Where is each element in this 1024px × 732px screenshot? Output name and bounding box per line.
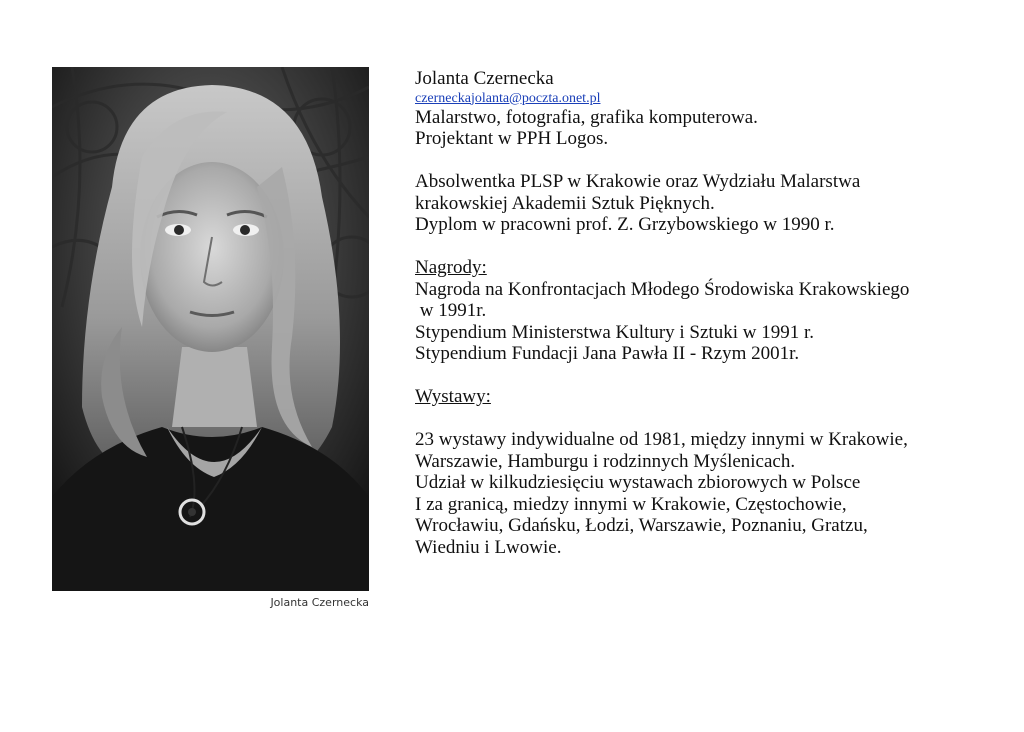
- bio-text: [415, 68, 1005, 558]
- education-line: Absolwentka PLSP w Krakowie oraz Wydziału Malarstwa: [415, 171, 861, 192]
- role-line: Projektant w PPH Logos.: [415, 128, 609, 149]
- exhibition-line: Wrocławiu, Gdańsku, Łodzi, Warszawie, Poznaniu, Gratzu,: [415, 515, 868, 536]
- exhibition-line: 23 wystawy indywidualne od 1981, między innymi w Krakowie,: [415, 429, 908, 450]
- email-link[interactable]: czerneckajolanta@poczta.onet.pl: [415, 90, 601, 106]
- exhibition-line: Wiedniu i Lwowie.: [415, 536, 562, 558]
- spacer: [415, 408, 1005, 430]
- artist-name: Jolanta Czernecka: [415, 68, 554, 89]
- award-line: w 1991r.: [415, 300, 487, 321]
- portrait-photo: [52, 67, 369, 591]
- exhibition-line: Warszawie, Hamburgu i rodzinnych Myślenicach.: [415, 450, 796, 472]
- education-line: Dyplom w pracowni prof. Z. Grzybowskiego w 1990 r.: [415, 214, 835, 235]
- exhibition-line: I za granicą, miedzy innymi w Krakowie, Częstochowie,: [415, 493, 847, 515]
- exhibition-line: Udział w kilkudziesięciu wystawach zbiorowych w Polsce: [415, 472, 861, 493]
- exhibitions-heading: Wystawy:: [415, 386, 491, 407]
- spacer: [415, 236, 1005, 258]
- portrait-illustration: [52, 67, 369, 591]
- spacer: [415, 150, 1005, 172]
- disciplines-line: Malarstwo, fotografia, grafika komputerowa.: [415, 106, 758, 128]
- education-line: krakowskiej Akademii Sztuk Pięknych.: [415, 192, 715, 214]
- photo-caption: Jolanta Czernecka: [270, 596, 369, 609]
- award-line: Stypendium Ministerstwa Kultury i Sztuki w 1991 r.: [415, 321, 814, 343]
- awards-heading: Nagrody:: [415, 257, 487, 278]
- award-line: Stypendium Fundacji Jana Pawła II - Rzym 2001r.: [415, 343, 800, 364]
- award-line: Nagroda na Konfrontacjach Młodego Środowiska Krakowskiego: [415, 278, 910, 300]
- spacer: [415, 365, 1005, 387]
